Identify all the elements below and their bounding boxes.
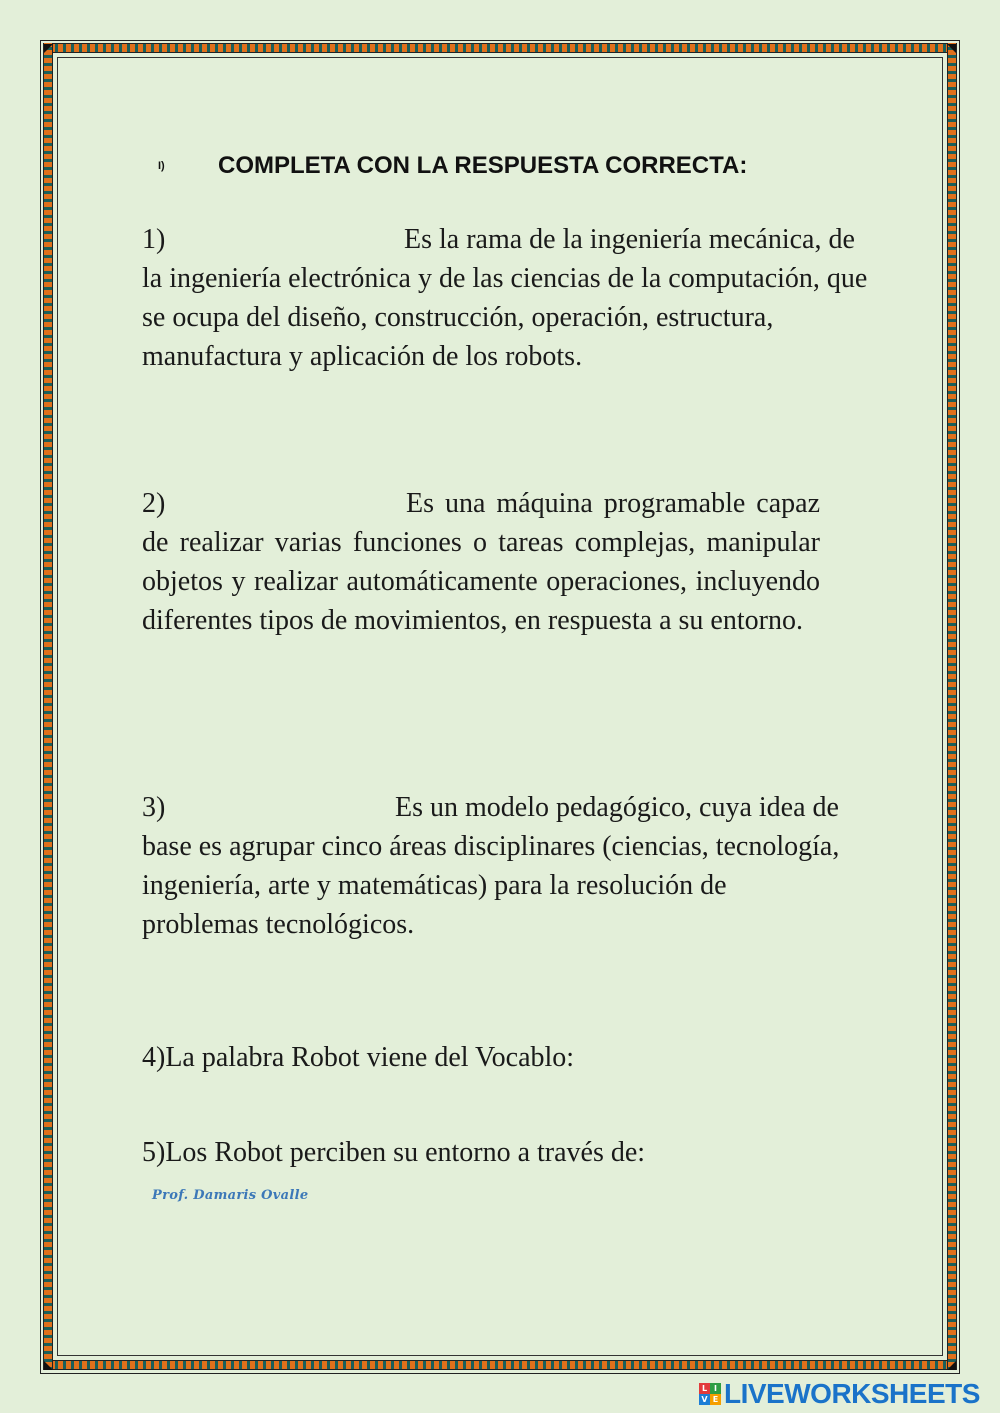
question-text-start: Es un modelo pedagógico, cuya [395,792,752,823]
question-text-start: Es una máquina programable [406,488,746,519]
border-pattern-top [43,43,957,53]
border-corner [44,44,53,53]
liveworksheets-logo-icon: L I V E [699,1383,721,1405]
question-text: capaz de realizar varias funciones o tareas complejas, manipular objetos y realizar automáticamente operaciones, incluyendo diferentes tipos de movimientos, en respuesta a su entorno. [142,488,820,636]
question-1 [142,220,872,376]
question-number: 3) [142,792,166,823]
border-corner [44,1361,53,1370]
liveworksheets-brand[interactable] [699,1378,980,1410]
question-2 [142,484,820,640]
section-title: COMPLETA CON LA RESPUESTA CORRECTA: [218,152,748,179]
border-pattern-right [947,43,957,1370]
border-corner [947,1361,956,1370]
border-pattern-bottom [43,1360,957,1370]
question-number: 2) [142,488,166,519]
question-text: mecánica, de la ingeniería electrónica y de las ciencias de la computación, que se ocupa del diseño, construcción, operación, estructura, manufactura y aplicación de los robots. [142,224,868,372]
border-corner [947,44,956,53]
border-pattern-left [43,43,53,1370]
section-number: I) [158,160,165,172]
question-4: 4)La palabra Robot viene del Vocablo: [142,1042,575,1073]
question-text-start: Es la rama de la ingeniería [404,224,702,255]
question-3 [142,788,842,944]
page-title [158,152,747,180]
brand-name: LIVEWORKSHEETS [724,1378,980,1409]
question-5: 5)Los Robot perciben su entorno a través de: [142,1137,646,1168]
question-text: idea de base es agrupar cinco áreas disciplinares (ciencias, tecnología, ingeniería, arte y matemáticas) para la resolución de problemas tecnológicos. [142,792,840,940]
question-number: 1) [142,224,166,255]
author-signature: Prof. Damaris Ovalle [152,1188,309,1203]
